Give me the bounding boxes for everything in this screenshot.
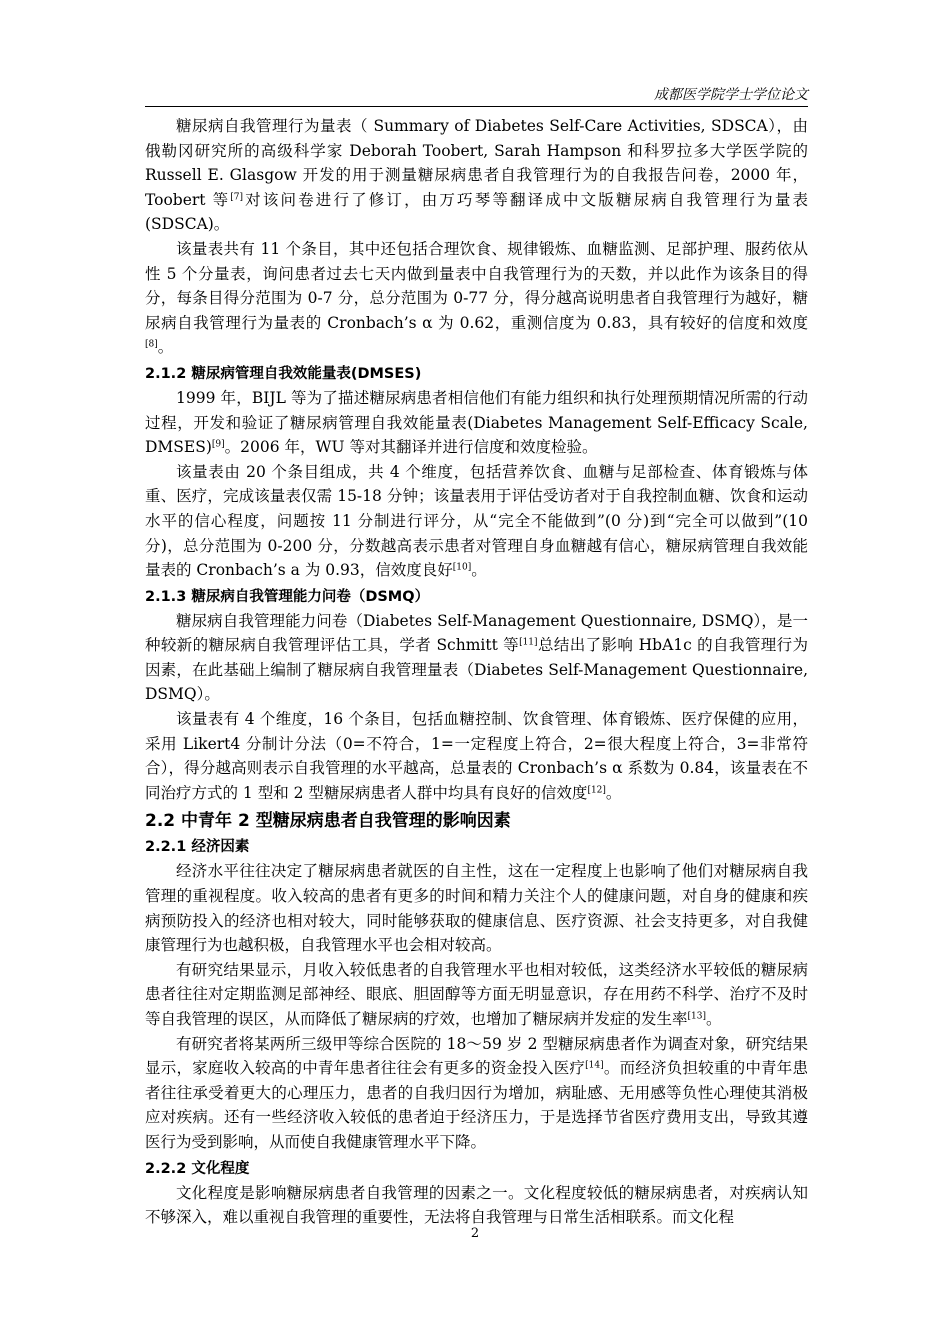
page-number: 2	[470, 1226, 480, 1241]
paragraph-sdsca-items: 该量表共有 11 个条目，其中还包括合理饮食、规律锻炼、血糖监测、足部护理、服药依从性 5 个分量表，询问患者过去七天内做到量表中自我管理行为的天数，并以此作为该条目的得分，每条目得分范围为 0-7 分，总分范围为 0-77 分，得分越高说明患者自我管理行为越好，糖尿病自我管理行为量表的 Cronbach’s α 为 0.62，重测信度为 0.83，具有较好的信度和效度[8]。	[145, 239, 808, 357]
paragraph-education-1: 文化程度是影响糖尿病患者自我管理的因素之一。文化程度较低的糖尿病患者，对疾病认知不够深入，难以重视自我管理的重要性，无法将自我管理与日常生活相联系。而文化程	[145, 1183, 808, 1227]
heading-2-2: 2.2 中青年 2 型糖尿病患者自我管理的影响因素	[145, 811, 511, 832]
paragraph-dsmq-items: 该量表有 4 个维度，16 个条目，包括血糖控制、饮食管理、体育锻炼、医疗保健的应用，采用 Likert4 分制计分法（0=不符合，1=一定程度上符合，2=很大程度上符合，3=非常符合），得分越高则表示自我管理的水平越高，总量表的 Cronbach’s α 系数为 0.84，该量表在不同治疗方式的 1 型和 2 型糖尿病患者人群中均具有良好的信效度[12]。	[145, 710, 808, 802]
paragraph-economy-3: 有研究者将某两所三级甲等综合医院的 18～59 岁 2 型糖尿病患者作为调查对象，研究结果显示，家庭收入较高的中青年患者往往会有更多的资金投入医疗[14]。而经济负担较重的中青年患者往往承受着更大的心理压力，患者的自我归因行为增加，病耻感、无用感等负性心理使其消极应对疾病。还有一些经济收入较低的患者迫于经济压力，于是选择节省医疗费用支出，导致其遵医行为受到影响，从而使自我健康管理水平下降。	[145, 1034, 808, 1151]
paragraph-dsmq-intro: 糖尿病自我管理能力问卷（Diabetes Self-Management Questionnaire, DSMQ），是一种较新的糖尿病自我管理评估工具，学者 Schmitt 等[11]总结出了影响 HbA1c 的自我管理行为因素，在此基础上编制了糖尿病自我管理量表（Diabetes Self-Management Questionnaire, DSMQ）。	[145, 611, 809, 704]
paragraph-dmses-items: 该量表由 20 个条目组成，共 4 个维度，包括营养饮食、血糖与足部检查、体育锻炼与体重、医疗，完成该量表仅需 15-18 分钟；该量表用于评估受访者对于自我控制血糖、饮食和运动水平的信心程度，问题按 11 分制进行评分，从“完全不能做到”(0 分)到“完全可以做到”(10 分)，总分范围为 0-200 分，分数越高表示患者对管理自身血糖越有信心，糖尿病管理自我效能量表的 Cronbach’s a 为 0.93，信效度良好[10]。	[145, 462, 808, 580]
paragraph-economy-1: 经济水平往往决定了糖尿病患者就医的自主性，这在一定程度上也影响了他们对糖尿病自我管理的重视程度。收入较高的患者有更多的时间和精力关注个人的健康问题，对自身的健康和疾病预防投入的经济也相对较大，同时能够获取的健康信息、医疗资源、社会支持更多，对自我健康管理行为也越积极，自我管理水平也会相对较高。	[145, 862, 808, 955]
paragraph-economy-2: 有研究结果显示，月收入较低患者的自我管理水平也相对较低，这类经济水平较低的糖尿病患者往往对定期监测足部神经、眼底、胆固醇等方面无明显意识，存在用药不科学、治疗不及时等自我管理的误区，从而降低了糖尿病的疗效，也增加了糖尿病并发症的发生率[13]。	[145, 960, 808, 1028]
header-rule	[145, 106, 808, 107]
paragraph-sdsca-intro: 糖尿病自我管理行为量表（ Summary of Diabetes Self-Care Activities, SDSCA），由俄勒冈研究所的高级科学家 Deborah Toobert, Sarah Hampson 和科罗拉多大学医学院的 Russell E. Glasgow 开发的用于测量糖尿病患者自我管理行为的自我报告问卷，2000 年，Toobert 等[7]对该问卷进行了修订，由万巧琴等翻译成中文版糖尿病自我管理行为量表(SDSCA)。	[145, 117, 808, 234]
heading-2-2-1: 2.2.1 经济因素	[145, 839, 250, 856]
heading-2-1-2: 2.1.2 糖尿病管理自我效能量表(DMSES)	[145, 365, 422, 382]
body-text	[145, 114, 808, 1230]
heading-2-2-2: 2.2.2 文化程度	[145, 1160, 250, 1177]
running-header: 成都医学院学士学位论文	[654, 87, 808, 103]
heading-2-1-3: 2.1.3 糖尿病自我管理能力问卷（DSMQ）	[145, 588, 430, 605]
paragraph-dmses-intro: 1999 年，BIJL 等为了描述糖尿病患者相信他们有能力组织和执行处理预期情况所需的行动过程，开发和验证了糖尿病管理自我效能量表(Diabetes Management Self-Efficacy Scale, DMSES)[9]。2006 年，WU 等对其翻译并进行信度和效度检验。	[145, 388, 808, 457]
